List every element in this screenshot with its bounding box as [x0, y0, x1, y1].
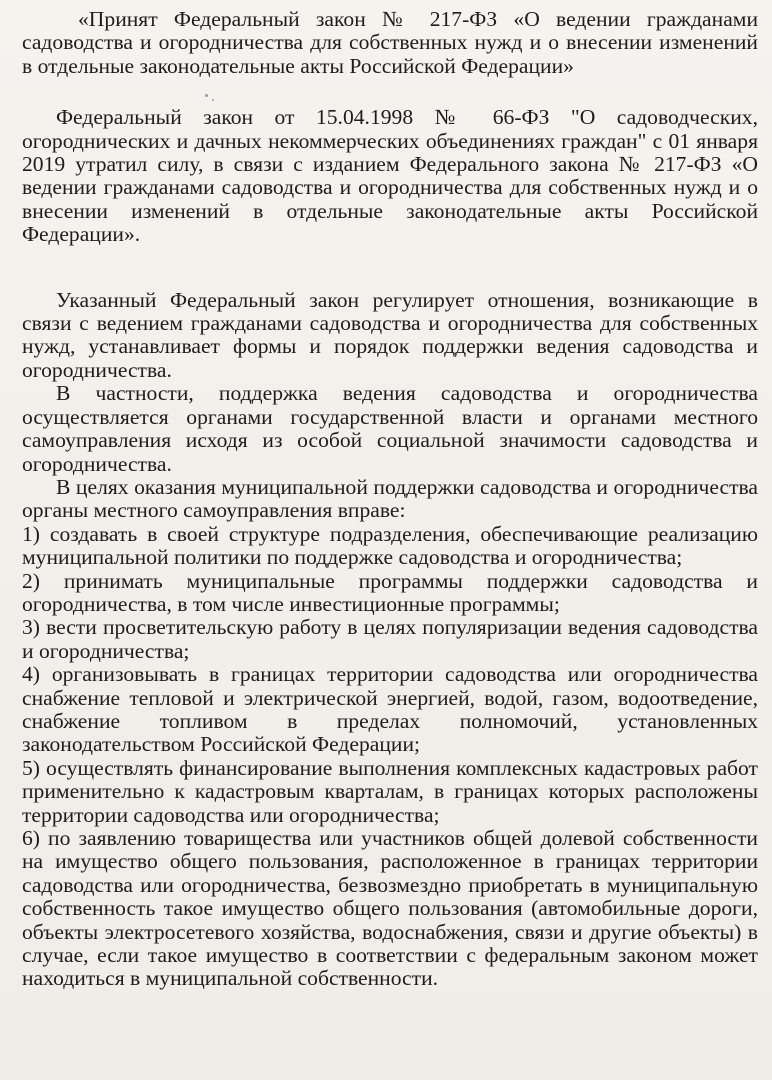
scan-speck [212, 99, 214, 101]
paragraph-municipal-support-intro: В целях оказания муниципальной поддержки садоводства и огородничества органы местного самоуправления вправе: [22, 474, 758, 523]
list-item: 1) создавать в своей структуре подразделения, обеспечивающие реализацию муниципальной политики по поддержке садоводства и огородничества; [22, 521, 758, 570]
document-heading: «Принят Федеральный закон № 217-ФЗ «О ведении гражданами садоводства и огородничества для собственных нужд и о внесении изменений в отдельные законодательные акты Российской Федерации» [22, 7, 758, 78]
paragraph-support-bodies: В частности, поддержка ведения садоводства и огородничества осуществляется органами государственной власти и органами местного самоуправления исходя из особой социальной значимости садоводства и огородничества. [22, 381, 758, 476]
scan-speck [205, 94, 208, 97]
paragraph-law-repeal: Федеральный закон от 15.04.1998 № 66-ФЗ "О садоводческих, огороднических и дачных некоммерческих объединениях граждан" с 01 января 2019 утратил силу, в связи с изданием Федерального закона № 217-ФЗ «О ведении гражданами садоводства и огородничества для собственных нужд и о внесении изменений в отдельные законодательные акты Российской Федерации». [22, 105, 758, 247]
list-item: 3) вести просветительскую работу в целях популяризации ведения садоводства и огородничества; [22, 615, 758, 663]
paragraph-law-scope: Указанный Федеральный закон регулирует отношения, возникающие в связи с ведением гражданами садоводства и огородничества для собственных нужд, устанавливает формы и порядок поддержки ведения садоводства и огородничества. [22, 287, 758, 382]
list-item: 5) осуществлять финансирование выполнения комплексных кадастровых работ применительно к кадастровым кварталам, в границах которых расположены территории садоводства или огородничества; [22, 755, 758, 827]
list-item: 6) по заявлению товарищества или участников общей долевой собственности на имущество общего пользования, расположенное в границах территории садоводства или огородничества, безвозмездно приобретать в муниципальную собственность такое имущество общего пользования (автомобильные дороги, объекты электросетевого хозяйства, водоснабжения, связи и другие объекты) в случае, если такое имущество в соответствии с федеральным законом может находиться в муниципальной собственности. [22, 826, 758, 991]
list-item: 4) организовывать в границах территории садоводства или огородничества снабжение тепловой и электрической энергией, водой, газом, водоотведение, снабжение топливом в пределах полномочий, установленных законодательством Российской Федерации; [22, 662, 758, 757]
list-item: 2) принимать муниципальные программы поддержки садоводства и огородничества, в том числе инвестиционные программы; [22, 568, 758, 616]
